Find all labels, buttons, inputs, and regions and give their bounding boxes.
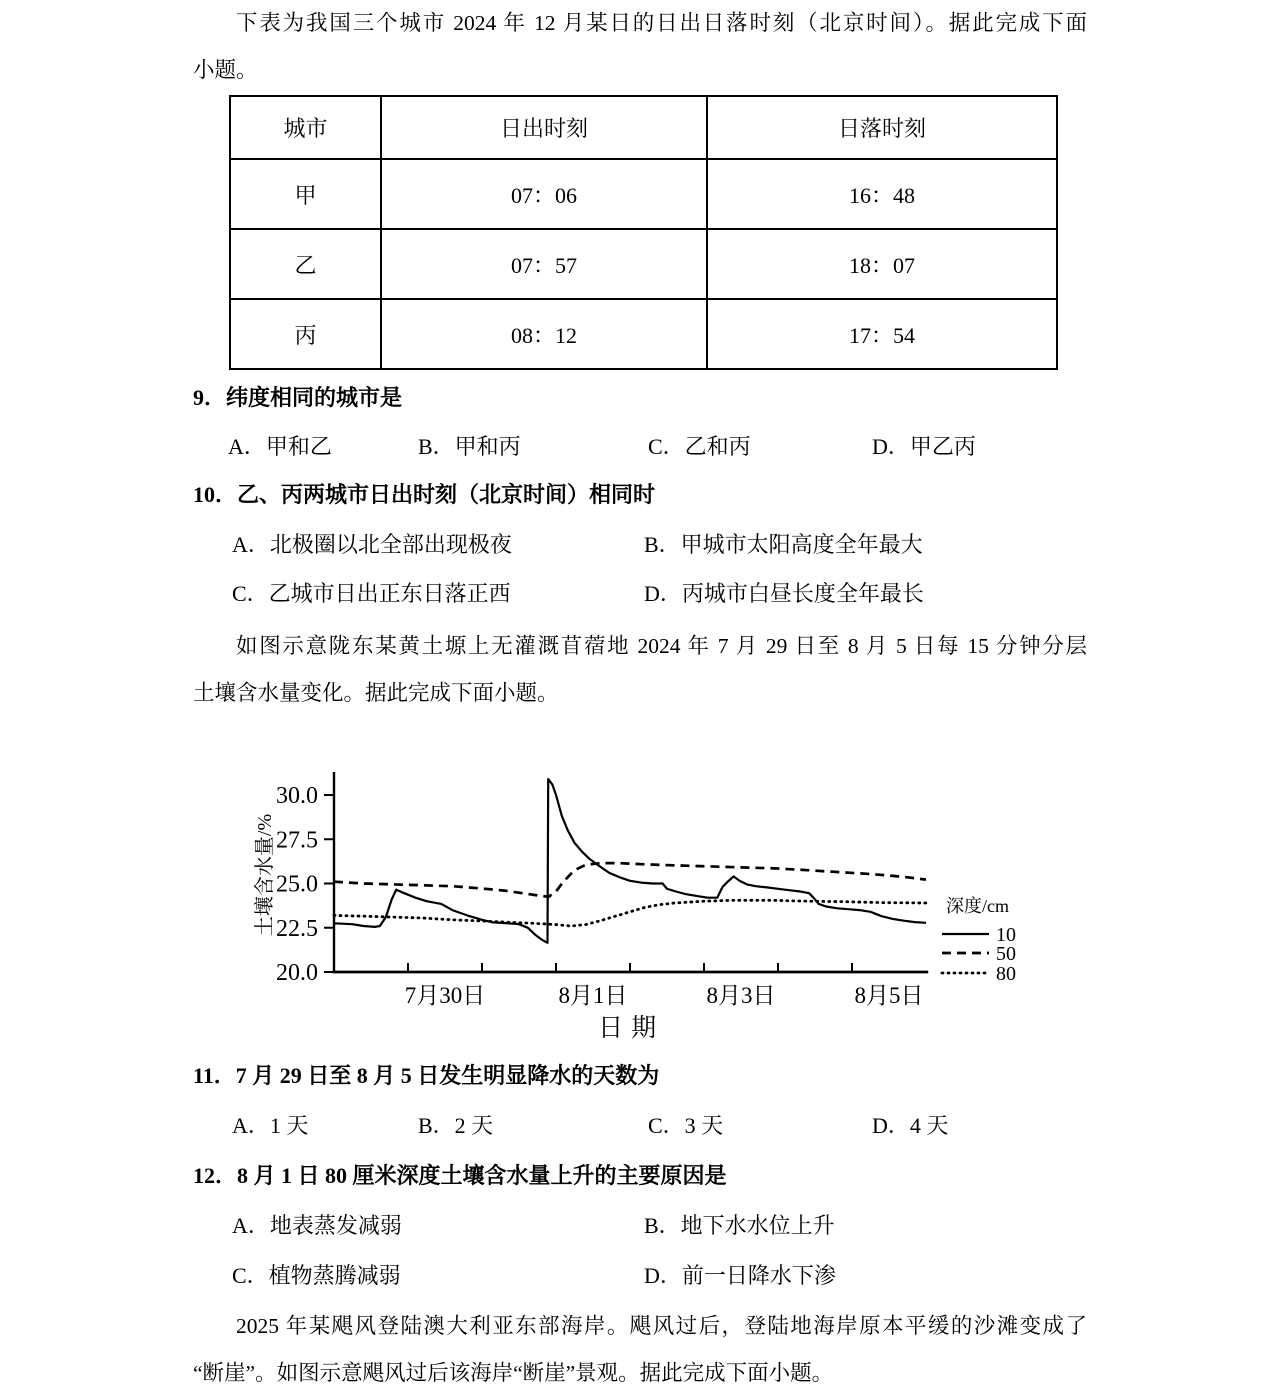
- q11-option-b: B．2 天: [418, 1113, 494, 1138]
- sunrise-time: 07：57: [381, 229, 707, 299]
- y-axis-title: 土壤含水量/%: [254, 813, 276, 937]
- sunset-time: 18：07: [707, 229, 1057, 299]
- q9-option-d: D．甲乙丙: [872, 434, 976, 459]
- sunset-time: 16：48: [707, 159, 1057, 229]
- q12-option-a: A．地表蒸发减弱: [232, 1213, 402, 1238]
- y-tick-label: 25.0: [276, 871, 318, 898]
- intro-hurricane-line1: 2025 年某飓风登陆澳大利亚东部海岸。飓风过后，登陆地海岸原本平缓的沙滩变成了: [236, 1314, 1087, 1338]
- q9-option-b: B．甲和丙: [418, 434, 521, 459]
- soil-moisture-line-chart: [245, 745, 1075, 1045]
- q12-option-c: C．植物蒸腾减弱: [232, 1263, 401, 1288]
- sunset-time: 17：54: [707, 299, 1057, 369]
- table-header-row: [230, 96, 1057, 159]
- x-tick-label: 8月5日: [854, 983, 924, 1008]
- y-tick-label: 22.5: [276, 915, 318, 942]
- sunrise-time: 07：06: [381, 159, 707, 229]
- q10-option-a: A．北极圈以北全部出现极夜: [232, 532, 512, 557]
- q12-option-d: D．前一日降水下渗: [644, 1263, 836, 1288]
- x-axis-title: 日期: [598, 1015, 665, 1042]
- table-header-sunset: 日落时刻: [707, 96, 1057, 159]
- legend-label-50cm: 50: [996, 943, 1016, 965]
- table-row: [230, 159, 1057, 229]
- q9-option-a: A．甲和乙: [228, 434, 332, 459]
- intro-sun-table-line1: 下表为我国三个城市 2024 年 12 月某日的日出日落时刻（北京时间）。据此完成下面: [236, 11, 1087, 35]
- q12-option-b: B．地下水水位上升: [644, 1213, 835, 1238]
- legend-title: 深度/cm: [946, 896, 1009, 916]
- soil-moisture-chart: [245, 745, 1075, 1045]
- q10-option-b: B．甲城市太阳高度全年最大: [644, 532, 923, 557]
- sunrise-sunset-table: [229, 95, 1058, 370]
- intro-sun-table-line2: 小题。: [193, 58, 258, 82]
- sunrise-time: 08：12: [381, 299, 707, 369]
- question-9-stem: 9．纬度相同的城市是: [193, 385, 403, 410]
- intro-hurricane-line2: “断崖”。如图示意飓风过后该海岸“断崖”景观。据此完成下面小题。: [193, 1361, 834, 1385]
- question-12-stem: 12．8 月 1 日 80 厘米深度土壤含水量上升的主要原因是: [193, 1163, 727, 1188]
- table-row: [230, 229, 1057, 299]
- q10-option-c: C．乙城市日出正东日落正西: [232, 581, 511, 606]
- table-header-sunrise: 日出时刻: [381, 96, 707, 159]
- city-name: 丙: [230, 299, 381, 369]
- q11-option-d: D．4 天: [872, 1113, 949, 1138]
- q9-option-c: C．乙和丙: [648, 434, 751, 459]
- question-11-stem: 11．7 月 29 日至 8 月 5 日发生明显降水的天数为: [193, 1063, 660, 1088]
- legend-label-10cm: 10: [996, 924, 1016, 946]
- q11-option-c: C．3 天: [648, 1113, 724, 1138]
- y-tick-label: 30.0: [276, 783, 318, 809]
- city-name: 乙: [230, 229, 381, 299]
- y-tick-label: 20.0: [276, 960, 318, 986]
- q11-option-a: A．1 天: [232, 1113, 309, 1138]
- q10-option-d: D．丙城市白昼长度全年最长: [644, 581, 924, 606]
- x-tick-label: 7月30日: [404, 983, 486, 1008]
- x-tick-label: 8月1日: [558, 983, 628, 1008]
- legend-label-80cm: 80: [996, 963, 1016, 985]
- table-row: [230, 299, 1057, 369]
- table-header-city: 城市: [230, 96, 381, 159]
- question-10-stem: 10．乙、丙两城市日出时刻（北京时间）相同时: [193, 482, 656, 507]
- city-name: 甲: [230, 159, 381, 229]
- intro-soil-line2: 土壤含水量变化。据此完成下面小题。: [193, 681, 559, 705]
- x-tick-label: 8月3日: [706, 983, 776, 1008]
- y-tick-label: 27.5: [276, 827, 318, 854]
- series-80cm: [334, 900, 926, 926]
- intro-soil-line1: 如图示意陇东某黄土塬上无灌溉苜蓿地 2024 年 7 月 29 日至 8 月 5 日每 15 分钟分层: [236, 634, 1087, 658]
